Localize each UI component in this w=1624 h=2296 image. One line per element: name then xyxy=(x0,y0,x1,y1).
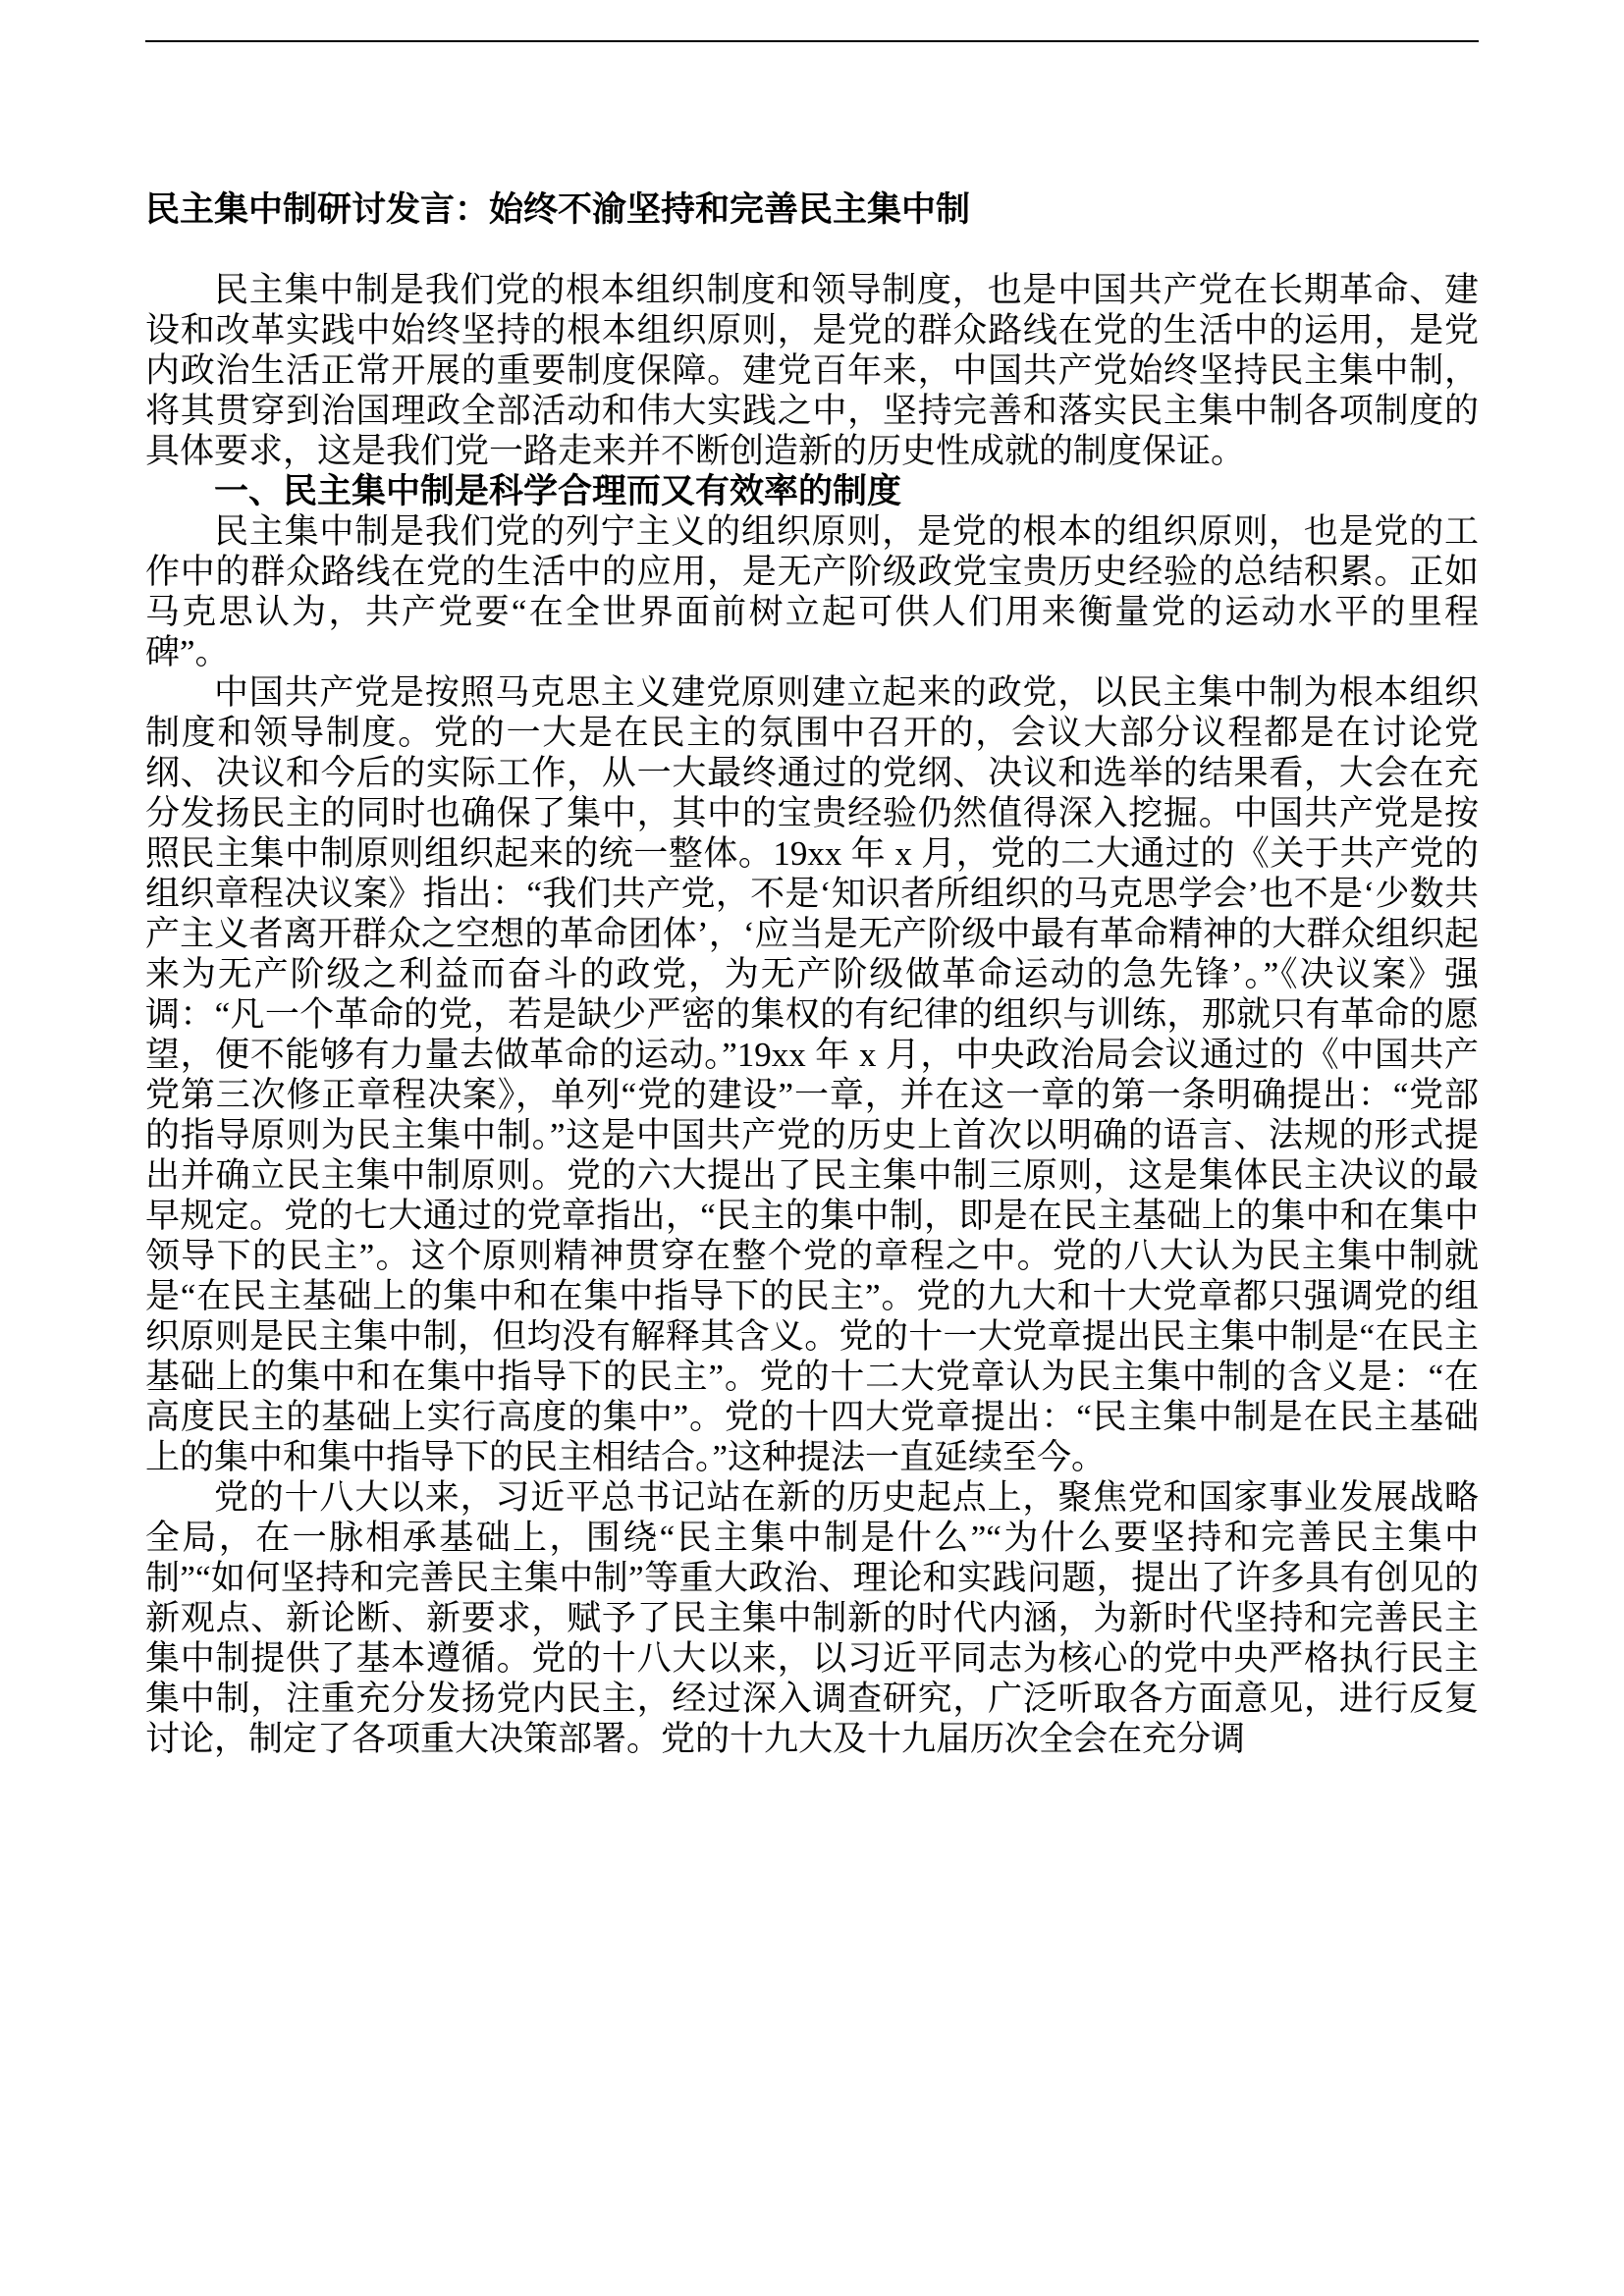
paragraph-section1-2: 中国共产党是按照马克思主义建党原则建立起来的政党，以民主集中制为根本组织制度和领导制度。党的一大是在民主的氛围中召开的，会议大部分议程都是在讨论党纲、决议和今后的实际工作，从一大最终通过的党纲、决议和选举的结果看，大会在充分发扬民主的同时也确保了集中，其中的宝贵经验仍然值得深入挖掘。中国共产党是按照民主集中制原则组织起来的统一整体。19xx 年 x 月，党的二大通过的《关于共产党的组织章程决议案》指出：“我们共产党，不是‘知识者所组织的马克思学会’也不是‘少数共产主义者离开群众之空想的革命团体’，‘应当是无产阶级中最有革命精神的大群众组织起来为无产阶级之利益而奋斗的政党，为无产阶级做革命运动的急先锋’。”《决议案》强调：“凡一个革命的党，若是缺少严密的集权的有纪律的组织与训练，那就只有革命的愿望，便不能够有力量去做革命的运动。”19xx 年 x 月，中央政治局会议通过的《中国共产党第三次修正章程决案》，单列“党的建设”一章，并在这一章的第一条明确提出：“党部的指导原则为民主集中制。”这是中国共产党的历史上首次以明确的语言、法规的形式提出并确立民主集中制原则。党的六大提出了民主集中制三原则，这是集体民主决议的最早规定。党的七大通过的党章指出，“民主的集中制，即是在民主基础上的集中和在集中领导下的民主”。这个原则精神贯穿在整个党的章程之中。党的八大认为民主集中制就是“在民主基础上的集中和在集中指导下的民主”。党的九大和十大党章都只强调党的组织原则是民主集中制，但均没有解释其含义。党的十一大党章提出民主集中制是“在民主基础上的集中和在集中指导下的民主”。党的十二大党章认为民主集中制的含义是：“在高度民主的基础上实行高度的集中”。党的十四大党章提出：“民主集中制是在民主基础上的集中和集中指导下的民主相结合。”这种提法一直延续至今。 xyxy=(145,673,1479,1476)
section-heading-1: 一、民主集中制是科学合理而又有效率的制度 xyxy=(214,472,902,510)
document-title: 民主集中制研讨发言：始终不渝坚持和完善民主集中制 xyxy=(145,190,971,229)
paragraph-section1-3: 党的十八大以来，习近平总书记站在新的历史起点上，聚焦党和国家事业发展战略全局，在一脉相承基础上，围绕“民主集中制是什么”“为什么要坚持和完善民主集中制”“如何坚持和完善民主集中制”等重大政治、理论和实践问题，提出了许多具有创见的新观点、新论断、新要求，赋予了民主集中制新的时代内涵，为新时代坚持和完善民主集中制提供了基本遵循。党的十八大以来，以习近平同志为核心的党中央严格执行民主集中制，注重充分发扬党内民主，经过深入调查研究，广泛听取各方面意见，进行反复讨论，制定了各项重大决策部署。党的十九大及十九届历次全会在充分调 xyxy=(145,1478,1479,1758)
header-rule xyxy=(145,40,1479,42)
paragraph-intro: 民主集中制是我们党的根本组织制度和领导制度，也是中国共产党在长期革命、建设和改革实践中始终坚持的根本组织原则，是党的群众路线在党的生活中的运用，是党内政治生活正常开展的重要制度保障。建党百年来，中国共产党始终坚持民主集中制，将其贯穿到治国理政全部活动和伟大实践之中，坚持完善和落实民主集中制各项制度的具体要求，这是我们党一路走来并不断创造新的历史性成就的制度保证。 xyxy=(145,271,1479,470)
document-content xyxy=(145,189,1479,1759)
paragraph-section1-1: 民主集中制是我们党的列宁主义的组织原则，是党的根本的组织原则，也是党的工作中的群众路线在党的生活中的应用，是无产阶级政党宝贵历史经验的总结积累。正如马克思认为，共产党要“在全世界面前树立起可供人们用来衡量党的运动水平的里程碑”。 xyxy=(145,512,1479,671)
